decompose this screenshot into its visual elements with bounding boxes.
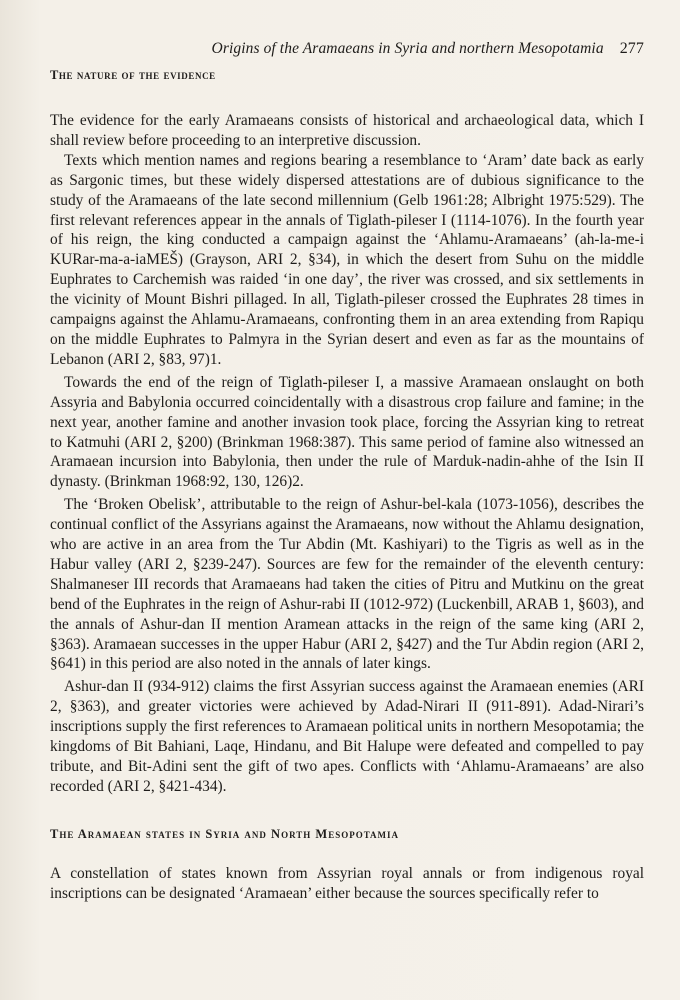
paragraph-4: The ‘Broken Obelisk’, attributable to the reign of Ashur-bel-kala (1073-1056), describes the continual conflict of the Assyrians against the Aramaeans, now without the Ahlamu designation, who are active in an area from the Tur Abdin (Mt. Kashiyari) to the Tigris as well as in the Habur valley (ARI 2, §239-247). Sources are few for the remainder of the eleventh century: Shalmaneser III records that Aramaeans had taken the cities of Pitru and Mutkinu on the great bend of the Euphrates in the reign of Ashur-rabi II (1012-972) (Luckenbill, ARAB 1, §603), and the annals of Ashur-dan II mention Aramean attacks in the reign of the same king (ARI 2, §363). Aramaean successes in the upper Habur (ARI 2, §427) and the Tur Abdin region (ARI 2, §641) in this period are also noted in the annals of later kings. — [50, 496, 644, 673]
body-text — [50, 111, 644, 797]
paragraph-3: Towards the end of the reign of Tiglath-pileser I, a massive Aramaean onslaught on both Assyria and Babylonia occurred coincidentally with a disastrous crop failure and famine; in the next year, another famine and another invasion took place, forcing the Assyrian king to retreat to Katmuhi (ARI 2, §200) (Brinkman 1968:387). This same period of famine also witnessed an Aramaean incursion into Babylonia, then under the rule of Marduk-nadin-ahhe of the Isin II dynasty. (Brinkman 1968:92, 130, 126)2. — [50, 373, 644, 491]
section-heading-evidence: The nature of the evidence — [50, 68, 216, 82]
paragraph-2: Texts which mention names and regions bearing a resemblance to ‘Aram’ date back as early as Sargonic times, but these widely dispersed attestations are of dubious significance to the study of the Aramaeans of the late second millennium (Gelb 1961:28; Albright 1975:529). The first relevant references appear in the annals of Tiglath-pileser I (1114-1076). In the fourth year of his reign, the king conducted a campaign against the ‘Ahlamu-Aramaeans’ (ah-la-me-i KURar-ma-a-iaMEŠ) (Grayson, ARI 2, §34), in which the desert from Suhu on the middle Euphrates to Carchemish was raided ‘in one day’, the river was crossed, and six settlements in the vicinity of Mount Bishri pillaged. In all, Tiglath-pileser crossed the Euphrates 28 times in campaigns against the Ahlamu-Aramaeans, confronting them in an area extending from Rapiqu on the middle Euphrates to Palmyra in the Syrian desert and even as far as the mountains of Lebanon (ARI 2, §83, 97)1. — [50, 151, 644, 368]
paragraph-1: The evidence for the early Aramaeans consists of historical and archaeological data, which I shall review before proceeding to an interpretive discussion. — [50, 112, 644, 149]
body-text-continued — [50, 864, 644, 904]
section-heading-aramaean-states: The Aramaean states in Syria and North Mesopotamia — [50, 826, 400, 841]
running-head-title: Origins of the Aramaeans in Syria and northern Mesopotamia — [211, 40, 604, 57]
paragraph-5: Ashur-dan II (934-912) claims the first Assyrian success against the Aramaean enemies (ARI 2, §363), and greater victories were achieved by Adad-Nirari II (911-891). Adad-Nirari’s inscriptions supply the first references to Aramaean political units in northern Mesopotamia; the kingdoms of Bit Bahiani, Laqe, Hindanu, and Bit Halupe were defeated and compelled to pay tribute, and Bit-Adini sent the gift of two apes. Conflicts with ‘Ahlamu-Aramaeans’ are also recorded (ARI 2, §421-434). — [50, 678, 644, 795]
running-head — [50, 40, 644, 58]
paragraph-6: A constellation of states known from Assyrian royal annals or from indigenous royal inscriptions can be designated ‘Aramaean’ either because the sources specifically refer to — [50, 864, 644, 902]
page-number: 277 — [619, 40, 644, 57]
